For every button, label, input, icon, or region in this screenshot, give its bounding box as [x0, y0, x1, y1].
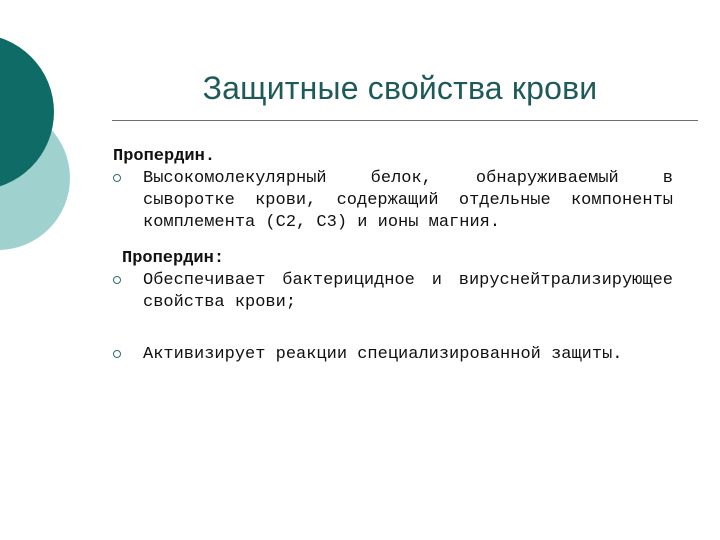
bullet-text: Активизирует реакции специализированной защиты. [143, 345, 623, 364]
section-heading-2: Пропердин: [122, 249, 225, 268]
title-divider [112, 120, 698, 121]
slide-title: Защитные свойства крови [202, 70, 598, 106]
slide-content [113, 146, 673, 366]
bullet-text: Высокомолекулярный белок, обнаруживаемый в сыворотке крови, содержащий отдельные компоненты комплемента (С2, С3) и ионы магния. [143, 169, 673, 232]
bullet-item [113, 168, 673, 234]
circle-bullet-icon [113, 276, 121, 284]
bullet-item [113, 344, 673, 366]
circle-bullet-icon [113, 174, 121, 182]
bullet-text: Обеспечивает бактерицидное и вируснейтрализирующее свойства крови; [143, 271, 673, 312]
decorative-circles [0, 0, 80, 300]
section-heading-1: Пропердин. [113, 147, 216, 166]
bullet-item [113, 270, 673, 314]
circle-bullet-icon [113, 350, 121, 358]
